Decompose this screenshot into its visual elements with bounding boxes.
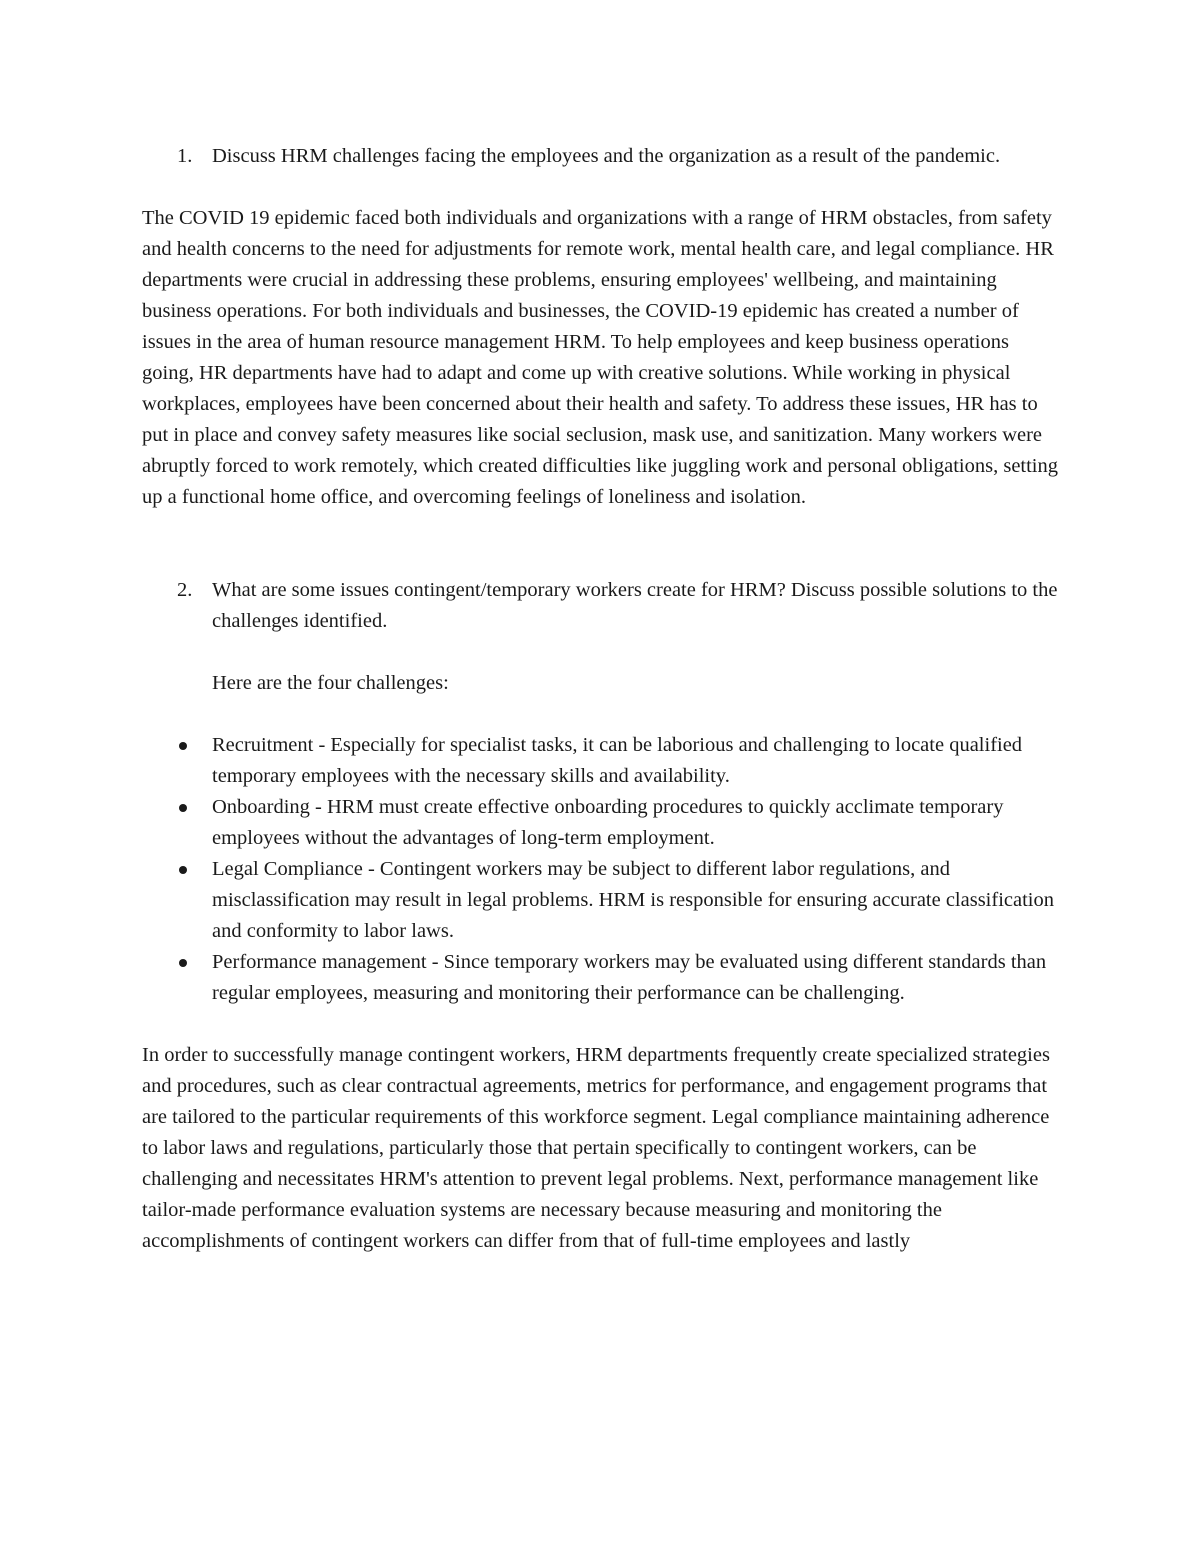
challenge-text: Legal Compliance - Contingent workers may be subject to different labor regulations, and misclassification may result in legal problems. HRM is responsible for ensuring accurate classification and conformity to labor laws.: [212, 858, 1054, 942]
challenge-item: [142, 730, 1064, 792]
challenge-item: [142, 854, 1064, 947]
document-body: [142, 141, 1064, 1257]
bullet-icon: [179, 959, 187, 967]
question-2-number: 2.: [177, 579, 193, 601]
bullet-icon: [179, 742, 187, 750]
bullet-icon: [179, 804, 187, 812]
challenge-text: Performance management - Since temporary workers may be evaluated using different standards than regular employees, measuring and monitoring their performance can be challenging.: [212, 951, 1047, 1004]
answer-2-paragraph: In order to successfully manage contingent workers, HRM departments frequently create specialized strategies and procedures, such as clear contractual agreements, metrics for performance, and engagement programs that are tailored to the particular requirements of this workforce segment. Legal compliance maintaining adherence to labor laws and regulations, particularly those that pertain specifically to contingent workers, can be challenging and necessitates HRM's attention to prevent legal problems. Next, performance management like tailor-made performance evaluation systems are necessary because measuring and monitoring the accomplishments of contingent workers can differ from that of full-time employees and lastly: [142, 1044, 1050, 1252]
challenges-intro: Here are the four challenges:: [212, 672, 449, 694]
challenges-list: [142, 730, 1064, 1009]
challenge-text: Recruitment - Especially for specialist tasks, it can be laborious and challenging to locate qualified temporary employees with the necessary skills and availability.: [212, 734, 1023, 787]
challenge-item: [142, 947, 1064, 1009]
challenge-item: [142, 792, 1064, 854]
answer-1-paragraph: The COVID 19 epidemic faced both individuals and organizations with a range of HRM obstacles, from safety and health concerns to the need for adjustments for remote work, mental health care, and legal compliance. HR departments were crucial in addressing these problems, ensuring employees' wellbeing, and maintaining business operations. For both individuals and businesses, the COVID-19 epidemic has created a number of issues in the area of human resource management HRM. To help employees and keep business operations going, HR departments have had to adapt and come up with creative solutions. While working in physical workplaces, employees have been concerned about their health and safety. To address these issues, HR has to put in place and convey safety measures like social seclusion, mask use, and sanitization. Many workers were abruptly forced to work remotely, which created difficulties like juggling work and personal obligations, setting up a functional home office, and overcoming feelings of loneliness and isolation.: [142, 207, 1059, 508]
challenge-text: Onboarding - HRM must create effective onboarding procedures to quickly acclimate temporary employees without the advantages of long-term employment.: [212, 796, 1004, 849]
question-2-text: What are some issues contingent/temporary workers create for HRM? Discuss possible solutions to the challenges identified.: [212, 579, 1058, 632]
question-1-text: Discuss HRM challenges facing the employees and the organization as a result of the pandemic.: [212, 145, 1001, 167]
question-2: [142, 575, 1064, 637]
bullet-icon: [179, 866, 187, 874]
question-1-number: 1.: [177, 145, 193, 167]
question-1: [142, 141, 1064, 172]
